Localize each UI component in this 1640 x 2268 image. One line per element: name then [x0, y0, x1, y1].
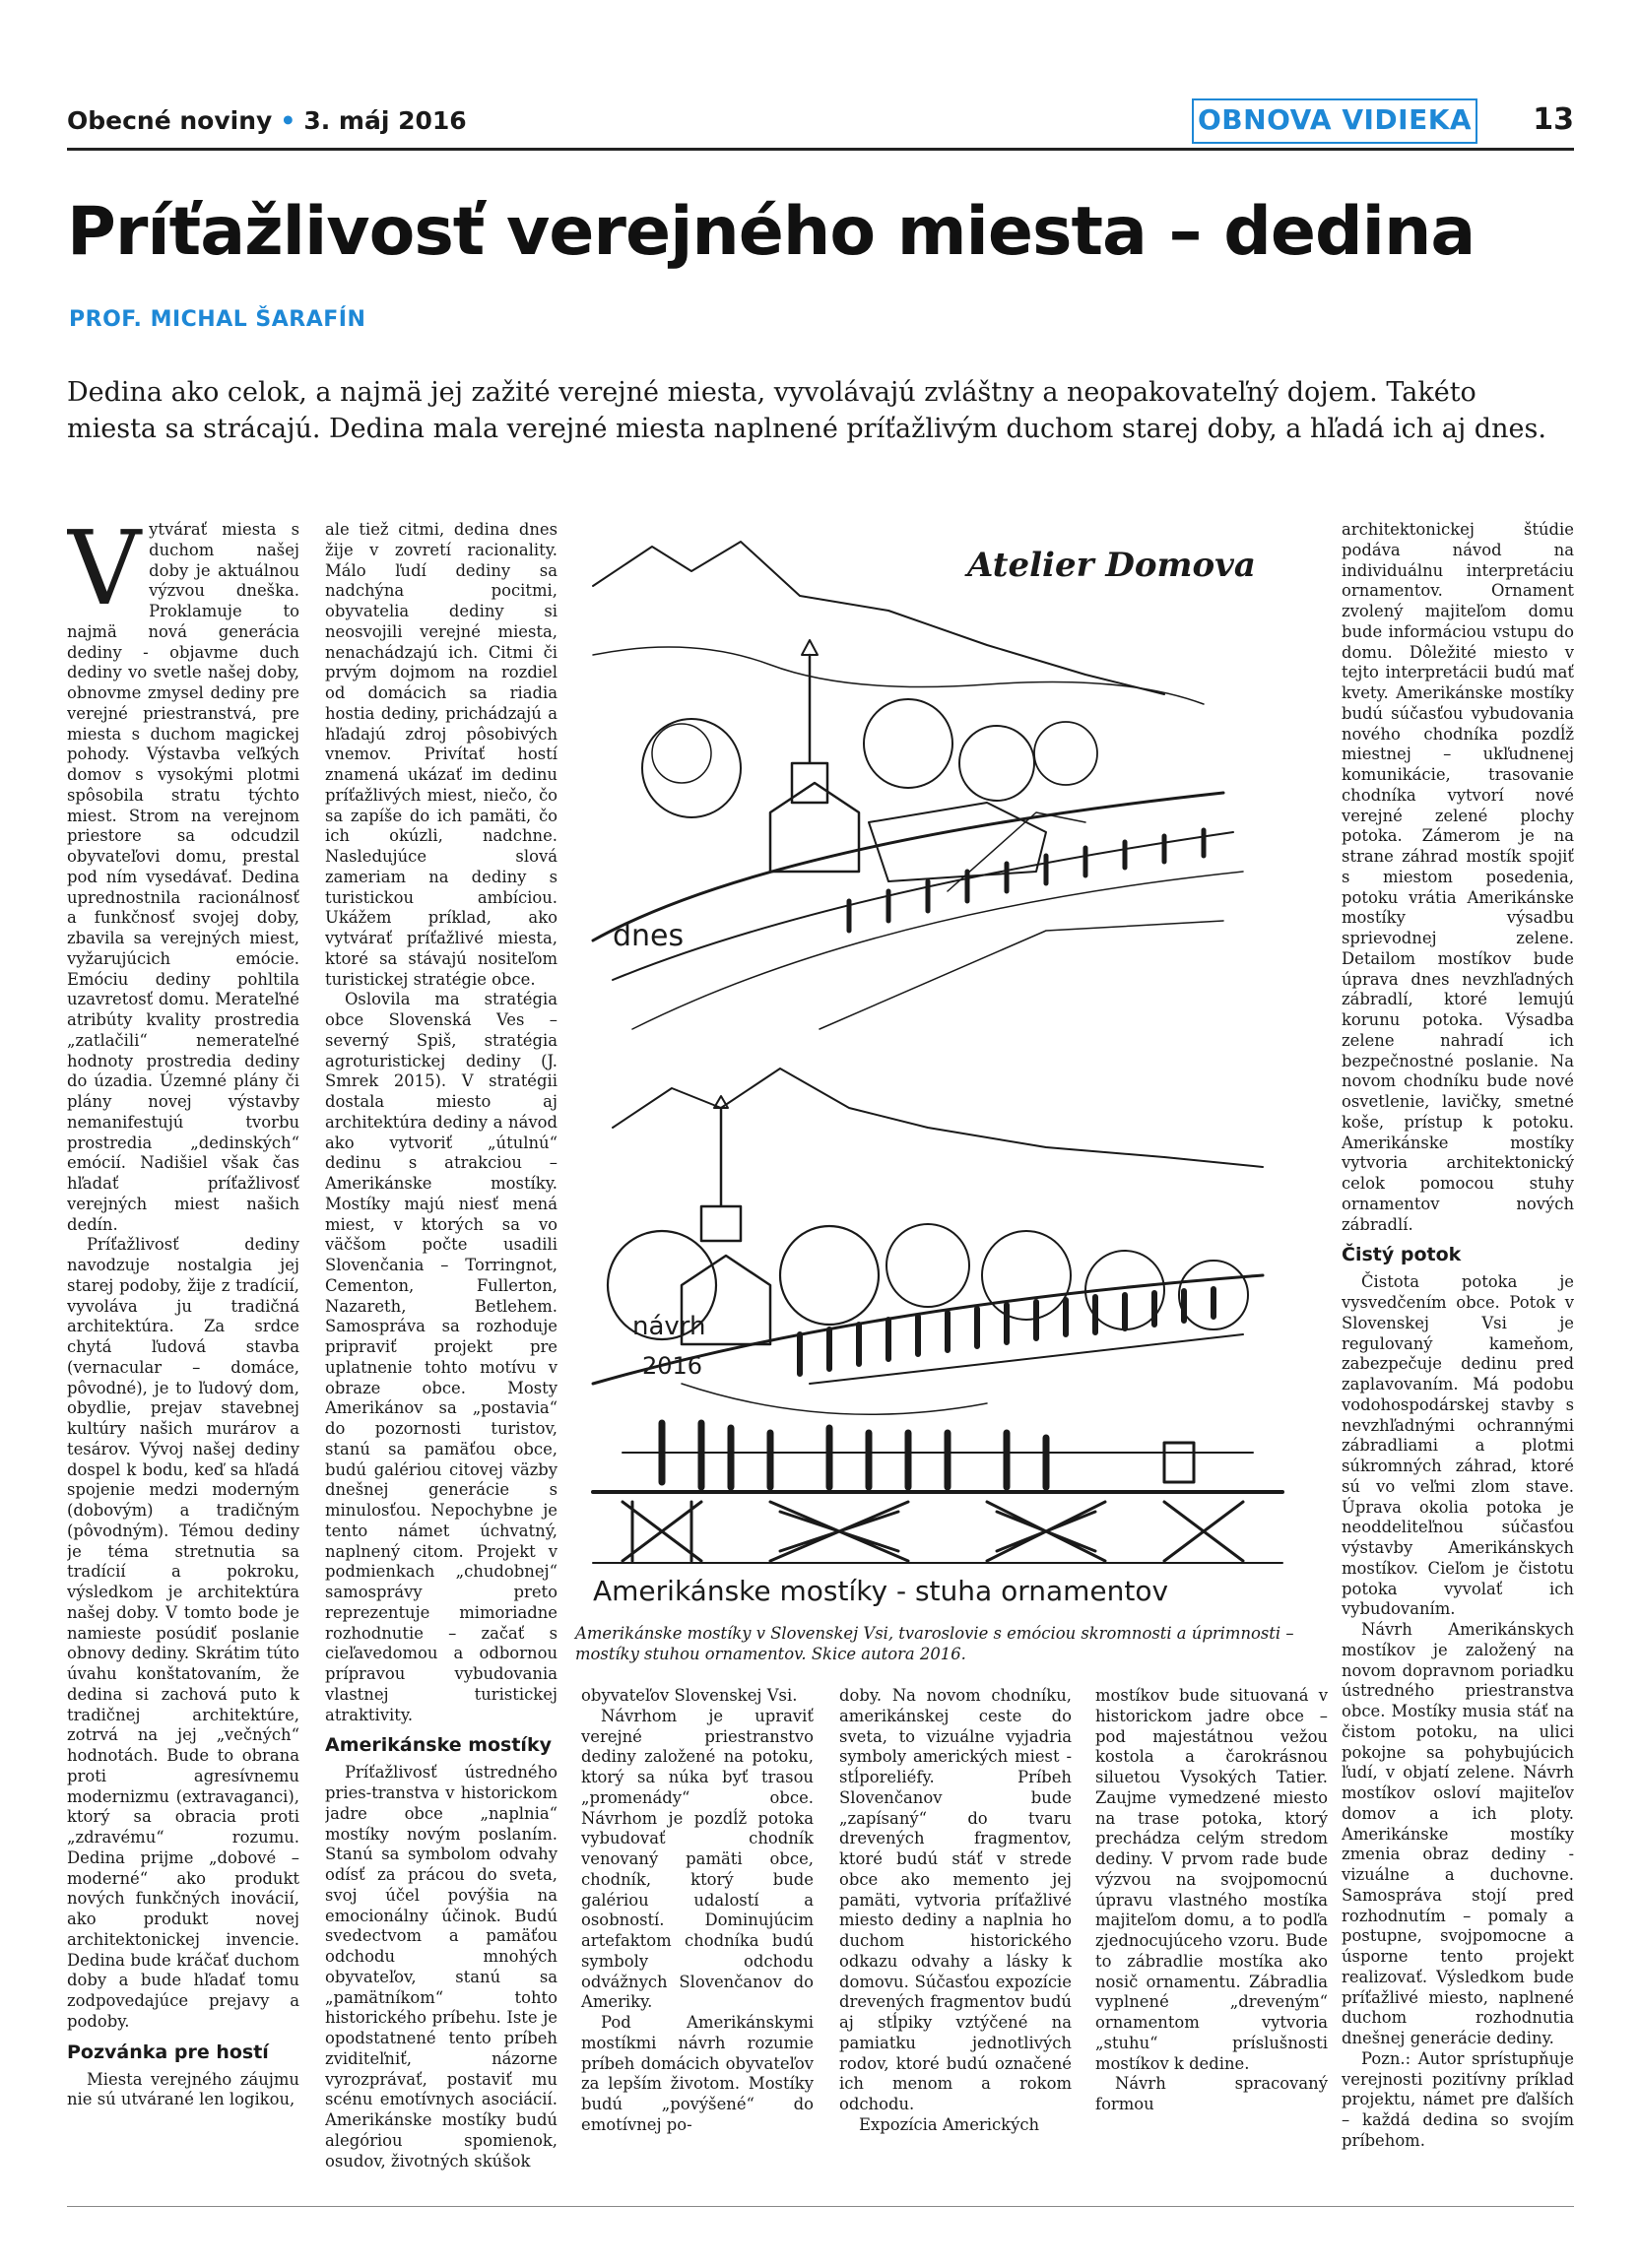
paragraph: Návrh Amerikánskych mostíkov je založený na novom dopravnom poriadku ústredného priestranstva obce. Mostíky musia stáť na čistom potoku, na ulici pokojne sa pohybujúcich ľudí, v objatí zelene. Návrh mostíkov osloví majiteľov domov a ich ploty. Amerikánske mostíky zmenia obraz dediny - vizuálne a duchovne. Samospráva stojí pred rozhodnutím – pomaly a postupne, svojpomocne a úsporne tento projekt realizovať. Výsledkom bude príťažlivé miesto, naplnené duchom rozhodnutia dnešnej generácie dediny.	[1342, 1620, 1574, 2047]
article-lead: Dedina ako celok, a najmä jej zažité verejné miesta, vyvolávajú zvláštny a neopakovateľný dojem. Takéto miesta sa strácajú. Dedina mala verejné miesta naplnené príťažlivým duchom starej doby, a hľadá ich aj dnes.	[67, 377, 1546, 444]
drop-cap: V	[67, 520, 142, 628]
paragraph: Pod Amerikánskymi mostíkmi návrh rozumie príbeh domácich obyvateľov za lepším životom. Mostíky budú „povýšené“ do emotívnej po-	[581, 2013, 814, 2134]
paragraph: obyvateľov Slovenskej Vsi.	[581, 1686, 798, 1705]
paragraph: mostíkov bude situovaná v historickom jadre obce – pod majestátnou vežou kostola a čarokrásnou siluetou Vysokých Tatier. Zaujme vymedzené miesto na trase potoka, ktorý prechádza celým stredom dediny. V prvom rade bude výzvou na svojpomocnú úpravu vlastného mostíka majiteľom domu, a to podľa zjednocujúceho vzoru. Bude to zábradlie mostíka ako nosič ornamentu. Zábradlia vyplnené „dreveným“ ornamentom vytvoria „stuhu“ príslušnosti mostíkov k dedine.	[1095, 1686, 1328, 2073]
article-author: PROF. MICHAL ŠARAFÍN	[69, 307, 366, 332]
section-label: OBNOVA VIDIEKA	[1192, 98, 1477, 144]
footer-rule	[67, 2206, 1574, 2207]
subheading: Amerikánske mostíky	[325, 1734, 552, 1757]
paragraph: Miesta verejného záujmu nie sú utvárané len logikou,	[67, 2069, 299, 2109]
label-new: návrh	[632, 1312, 706, 1341]
sketch-figure	[573, 517, 1292, 1610]
paragraph: architektonickej štúdie podáva návod na individuálnu interpretáciu ornamentov. Ornament zvolený majiteľom domu bude informáciou vstupu do domu. Dôležité miesto v tejto interpretácii budú mať kvety. Amerikánske mostíky budú súčasťou vybudovania nového chodníka pozdĺž miestnej – ukľudnenej komunikácie, trasovanie chodníka vytvorí nové verejné zelené plochy potoka. Zámerom je na strane záhrad mostík spojiť s miestom posedenia, potoku vrátia Amerikánske mostíky výsadbu sprievodnej zelene. Detailom mostíkov bude úprava dnes nevzhľadných zábradlí, ktoré lemujú korunu potoka. Výsadba zelene nahradí ich bezpečnostné poslanie. Na novom chodníku bude nové osvetlenie, lavičky, smetné koše, prístup k potoku. Amerikánske mostíky vytvoria architektonický celok pomocou stuhy ornamentov nových zábradlí.	[1342, 520, 1574, 1234]
subheading: Čistý potok	[1342, 1244, 1462, 1266]
label-bottom: Amerikánske mostíky - stuha ornamentov	[593, 1575, 1169, 1607]
paragraph: Príťažlivosť ústredného pries-transtva v historickom jadre obce „naplnia“ mostíky novým poslaním. Stanú sa symbolom odvahy odísť za prácou do sveta, svoj účel povýšia na emocionálny účinok. Budú svedectvom a pamäťou odchodu mnohých obyvateľov, stanú sa „pamätníkom“ tohto historického príbehu. Iste je opodstatnené tento príbeh zviditeľniť, názorne vyrozprávať, postaviť mu scénu emotívnych asociácií. Amerikánske mostíky budú alegóriou spomienok, osudov, životných skúšok	[325, 1763, 558, 2171]
sketch-today	[593, 542, 1243, 1029]
column-5	[1095, 1686, 1328, 2188]
publication-line	[67, 106, 467, 135]
page-header	[67, 98, 1574, 151]
paragraph: doby. Na novom chodníku, amerikánskej ceste do sveta, to vizuálne vyjadria symboly amerických miest - stĺporeliéfy. Príbeh Slovenčanov bude „zapísaný“ do tvaru drevených fragmentov, ktoré budú stáť v strede obce ako memento jej pamäti, vytvoria príťažlivé miesto dediny a naplnia ho duchom historického odkazu odvahy a lásky k domovu. Súčasťou expozície drevených fragmentov budú aj stĺpiky vztýčené na pamiatku jednotlivých rodov, ktoré budú označené ich menom a rokom odchodu.	[839, 1686, 1072, 2113]
paragraph: Expozícia Amerických	[859, 2114, 1040, 2134]
paragraph: Vytvárať miesta s duchom našej doby je aktuálnou výzvou dneška. Proklamuje to najmä nová generácia dediny - objavme duch dediny vo svetle našej doby, obnovme zmysel dediny pre verejné priestranstvá, pre miesta s duchom magickej pohody. Výstavba veľkých domov s vysokými plotmi spôsobila stratu týchto miest. Strom na verejnom priestore sa odcudzil obyvateľovi domu, prestal pod ním vysedávať. Dedina uprednostnila racionálnosť a funkčnosť svojej doby, zbavila sa verejných miest, vyžarujúcich emócie. Emóciu dediny pohltila uzavretosť domu. Merateľné atribúty kvality prostredia „zatlačili“ nemerateľné hodnoty prostredia dediny do úzadia. Územné plány či plány novej výstavby nemanifestujú tvorbu prostredia „dedinských“ emócií. Nadišiel však čas hľadať príťažlivosť verejných miest našich dedín.	[67, 520, 299, 1234]
paragraph: Návrh spracovaný formou	[1095, 2074, 1328, 2113]
sketch-bridge-detail	[593, 1423, 1282, 1563]
column-6	[1342, 520, 1574, 2194]
paragraph: Návrhom je upraviť verejné priestranstvo dediny založené na potoku, ktorý sa núka byť trasou „promenády“ obce. Návrhom je pozdĺž potoka vybudovať chodník venovaný pamäti obce, chodník, ktorý bude galériou udalostí a osobností. Dominujúcim artefaktom chodníka budú symboly odchodu odvážnych Slovenčanov do Ameriky.	[581, 1706, 814, 2012]
figure-caption: Amerikánske mostíky v Slovenskej Vsi, tvaroslovie s emóciou skromnosti a úprimnosti – mostíky stuhou ornamentov. Skice autora 2016.	[575, 1624, 1294, 1663]
studio-label: Atelier Domova	[967, 546, 1256, 585]
paragraph: Príťažlivosť dediny navodzuje nostalgia jej starej podoby, žije z tradícií, vyvoláva ju tradičná architektúra. Za srdce chytá ľudová stavba (vernacular – domáce, pôvodné), je to ľudový dom, obydlie, prejav stavebnej kultúry našich murárov a tesárov. Vývoj našej dediny dospel k bodu, keď sa hľadá spojenie medzi moderným (dobovým) a tradičným (pôvodným). Témou dediny je téma stretnutia sa tradícií a pokroku, výsledkom je architektúra našej doby. V tomto bode je namieste posúdiť poslanie obnovy dediny. Skrátim túto úvahu konštatovaním, že dedina si zachová puto k tradičnej architektúre, zotrvá na jej „večných“ hodnotách. Bude to obrana proti agresívnemu modernizmu (extravaganci), ktorý sa obracia proti „zdravému“ rozumu. Dedina prijme „dobové – moderné“ ako produkt nových funkčných inovácií, ako produkt novej architektonickej invencie. Dedina bude kráčať duchom doby a bude hľadať tomu zodpovedajúce prejavy a podoby.	[67, 1235, 299, 2031]
column-1	[67, 520, 299, 2184]
paragraph: Pozn.: Autor sprístupňuje verejnosti pozitívny príklad projektu, námet pre ďalších – každá dedina so svojím príbehom.	[1342, 2048, 1574, 2150]
paragraph: Oslovila ma stratégia obce Slovenská Ves – severný Spiš, stratégia agroturistickej dediny (J. Smrek 2015). V stratégii dostala miesto aj architektúra dediny a návod ako vytvoriť „útulnú“ dedinu s atrakciou – Amerikánske mostíky. Mostíky majú niesť mená miest, v ktorých sa vo väčšom počte usadili Slovenčania – Torringnot, Cementon, Fullerton, Nazareth, Betlehem. Samospráva sa rozhoduje pripraviť projekt pre uplatnenie tohto motívu v obraze obce. Mosty Amerikánov sa „postavia“ do pozornosti turistov, stanú sa pamäťou obce, budú galériou citovej väzby dnešnej generácie s minulosťou. Nepochybne je tento námet úchvatný, naplnený citom. Projekt v podmienkach „chudobnej“ samosprávy preto reprezentuje mimoriadne rozhodnutie – začať s cieľavedomou a odbornou prípravou vybudovania vlastnej turistickej atraktivity.	[325, 990, 558, 1724]
publication-name: Obecné noviny	[67, 106, 273, 135]
sketch-proposal	[593, 1069, 1263, 1453]
paragraph: ale tiež citmi, dedina dnes žije v zovretí racionality. Málo ľudí dediny sa nadchýna pocitmi, obyvatelia dediny si neosvojili verejné miesta, nenachádzajú ich. Citmi či prvým dojmom na rozdiel od domácich sa riadia hostia dediny, prichádzajú a hľadajú zdroj pôsobivých vnemov. Privítať hostí znamená ukázať im dedinu príťažlivých miest, niečo, čo sa zapíše do ich pamäti, čo ich okúzli, nadchne. Nasledujúce slová zameriam na dediny s turistickou ambíciou. Ukážem príklad, ako vytvárať príťažlivé miesta, ktoré sa stávajú nositeľom turistickej stratégie obce.	[325, 520, 558, 989]
column-2	[325, 520, 558, 2184]
issue-date: 3. máj 2016	[303, 106, 467, 135]
article-title: Príťažlivosť verejného miesta – dedina	[67, 193, 1476, 271]
column-4	[839, 1686, 1072, 2188]
separator-dot: •	[280, 106, 296, 135]
subheading: Pozvánka pre hostí	[67, 2041, 269, 2063]
label-today: dnes	[613, 919, 685, 953]
label-year: 2016	[642, 1352, 703, 1380]
paragraph: Čistota potoka je vysvedčením obce. Potok v Slovenskej Vsi je regulovaný kameňom, zabezpečuje dedinu pred zaplavovaním. Má podobu vodohospodárskej stavby s nevzhľadnými ochrannými zábradliami a plotmi súkromných záhrad, ktoré sú vo veľmi zlom stave. Úprava okolia potoka je neoddeliteľnou súčasťou výstavby Amerikánskych mostíkov. Cieľom je čistotu potoka vyvolať ich vybudovaním.	[1342, 1272, 1574, 1619]
column-3	[581, 1686, 814, 2188]
page-number: 13	[1533, 102, 1574, 137]
